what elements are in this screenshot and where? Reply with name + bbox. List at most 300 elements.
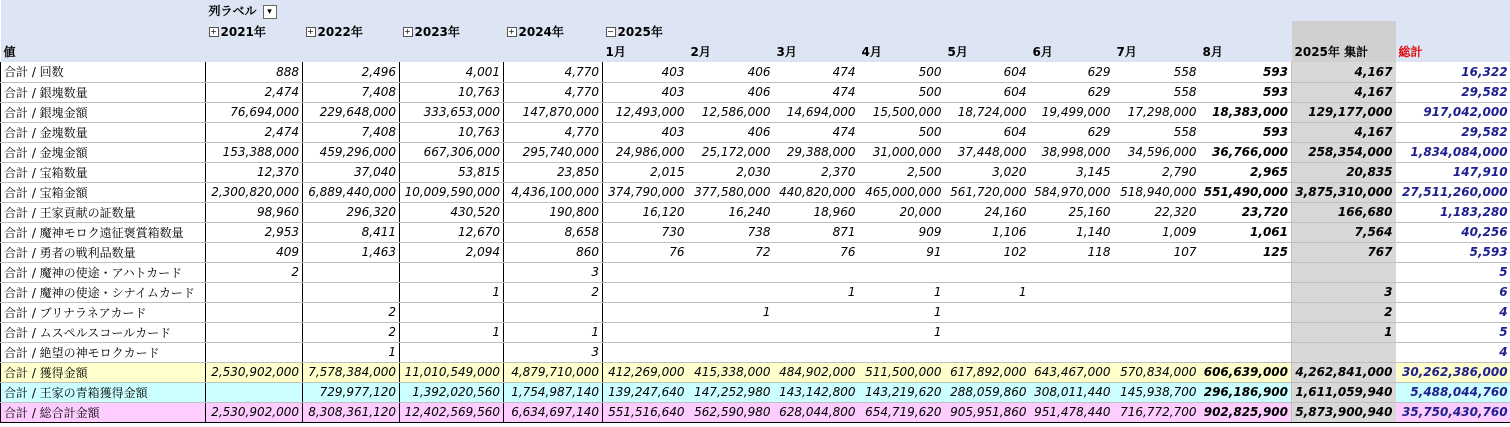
- cell-month-8[interactable]: [1200, 322, 1292, 342]
- expand-plus-icon[interactable]: +: [307, 27, 314, 36]
- table-row: [1, 362, 1510, 382]
- cell-month-5[interactable]: 37,448,000: [945, 142, 1030, 162]
- row-label[interactable]: 合計 / 銀塊数量: [1, 82, 206, 102]
- cell-month-2[interactable]: 1: [688, 302, 774, 322]
- cell-2023[interactable]: 12,402,569,560: [400, 402, 504, 422]
- cell-month-8[interactable]: 606,639,000: [1200, 362, 1292, 382]
- cell-month-3[interactable]: 474: [774, 122, 859, 142]
- cell-grand-total[interactable]: 16,322: [1396, 62, 1510, 82]
- cell-subtotal-2025[interactable]: 5,873,900,940: [1292, 402, 1396, 422]
- table-row: [1, 342, 1510, 362]
- row-label[interactable]: 合計 / 総合計金額: [1, 402, 206, 422]
- cell-2022[interactable]: 229,648,000: [303, 102, 400, 122]
- cell-month-6[interactable]: 629: [1030, 82, 1114, 102]
- cell-2021[interactable]: [206, 382, 303, 402]
- cell-month-8[interactable]: [1200, 262, 1292, 282]
- cell-month-3[interactable]: 1: [774, 282, 859, 302]
- cell-grand-total[interactable]: 30,262,386,000: [1396, 362, 1510, 382]
- cell-month-5[interactable]: 561,720,000: [945, 182, 1030, 202]
- cell-2022[interactable]: [303, 282, 400, 302]
- cell-month-1[interactable]: 403: [603, 62, 688, 82]
- cell-month-2[interactable]: 2,030: [688, 162, 774, 182]
- cell-month-2[interactable]: 738: [688, 222, 774, 242]
- cell-month-3[interactable]: [774, 262, 859, 282]
- cell-month-6[interactable]: 38,998,000: [1030, 142, 1114, 162]
- cell-month-1[interactable]: 16,120: [603, 202, 688, 222]
- cell-2022[interactable]: 7,578,384,000: [303, 362, 400, 382]
- cell-month-6[interactable]: [1030, 322, 1114, 342]
- cell-month-7[interactable]: [1114, 342, 1200, 362]
- cell-2022[interactable]: 2: [303, 302, 400, 322]
- cell-2022[interactable]: 2: [303, 322, 400, 342]
- cell-month-5[interactable]: 102: [945, 242, 1030, 262]
- cell-month-3[interactable]: 18,960: [774, 202, 859, 222]
- cell-2024[interactable]: 1: [504, 322, 603, 342]
- cell-2021[interactable]: 888: [206, 62, 303, 82]
- cell-month-3[interactable]: 628,044,800: [774, 402, 859, 422]
- cell-month-5[interactable]: 604: [945, 62, 1030, 82]
- pivot-body: [1, 62, 1510, 422]
- cell-subtotal-2025[interactable]: 4,167: [1292, 62, 1396, 82]
- cell-month-7[interactable]: 22,320: [1114, 202, 1200, 222]
- cell-month-8[interactable]: 902,825,900: [1200, 402, 1292, 422]
- cell-month-6[interactable]: [1030, 282, 1114, 302]
- cell-month-8[interactable]: 593: [1200, 82, 1292, 102]
- cell-month-2[interactable]: [688, 342, 774, 362]
- year-2022-header[interactable]: + 2022年: [303, 21, 400, 41]
- cell-month-5[interactable]: 905,951,860: [945, 402, 1030, 422]
- row-label[interactable]: 合計 / 魔神の使途・シナイムカード: [1, 282, 206, 302]
- cell-month-8[interactable]: 125: [1200, 242, 1292, 262]
- row-label[interactable]: 合計 / 宝箱数量: [1, 162, 206, 182]
- month-7-header: 7月: [1114, 41, 1200, 62]
- table-row: [1, 62, 1510, 82]
- cell-month-2[interactable]: 562,590,980: [688, 402, 774, 422]
- cell-2022[interactable]: 8,308,361,120: [303, 402, 400, 422]
- cell-month-1[interactable]: 76: [603, 242, 688, 262]
- cell-month-4[interactable]: [859, 262, 945, 282]
- row-label[interactable]: 合計 / ムスペルスコールカード: [1, 322, 206, 342]
- cell-2024[interactable]: 295,740,000: [504, 142, 603, 162]
- cell-2024[interactable]: 860: [504, 242, 603, 262]
- cell-month-8[interactable]: 296,186,900: [1200, 382, 1292, 402]
- cell-subtotal-2025[interactable]: 4,262,841,000: [1292, 362, 1396, 382]
- cell-2022[interactable]: 7,408: [303, 82, 400, 102]
- cell-month-5[interactable]: [945, 262, 1030, 282]
- cell-2023[interactable]: 53,815: [400, 162, 504, 182]
- cell-grand-total[interactable]: 4: [1396, 342, 1510, 362]
- cell-month-3[interactable]: 14,694,000: [774, 102, 859, 122]
- cell-grand-total[interactable]: 27,511,260,000: [1396, 182, 1510, 202]
- cell-month-7[interactable]: 570,834,000: [1114, 362, 1200, 382]
- cell-month-5[interactable]: 1,106: [945, 222, 1030, 242]
- table-row: [1, 202, 1510, 222]
- cell-month-5[interactable]: 288,059,860: [945, 382, 1030, 402]
- cell-month-6[interactable]: 25,160: [1030, 202, 1114, 222]
- cell-month-6[interactable]: [1030, 342, 1114, 362]
- cell-2023[interactable]: 11,010,549,000: [400, 362, 504, 382]
- cell-2022[interactable]: 8,411: [303, 222, 400, 242]
- cell-subtotal-2025[interactable]: 1: [1292, 322, 1396, 342]
- cell-2021[interactable]: [206, 282, 303, 302]
- cell-subtotal-2025[interactable]: 1,611,059,940: [1292, 382, 1396, 402]
- cell-month-4[interactable]: 2,500: [859, 162, 945, 182]
- cell-month-7[interactable]: 1,009: [1114, 222, 1200, 242]
- cell-2024[interactable]: 4,436,100,000: [504, 182, 603, 202]
- cell-2021[interactable]: 2,474: [206, 122, 303, 142]
- cell-month-5[interactable]: 604: [945, 122, 1030, 142]
- cell-month-6[interactable]: 643,467,000: [1030, 362, 1114, 382]
- cell-month-8[interactable]: 1,061: [1200, 222, 1292, 242]
- cell-2021[interactable]: 2,530,902,000: [206, 362, 303, 382]
- cell-month-4[interactable]: 143,219,620: [859, 382, 945, 402]
- year-2025-header[interactable]: − 2025年: [603, 21, 1292, 41]
- month-5-header: 5月: [945, 41, 1030, 62]
- cell-2021[interactable]: [206, 322, 303, 342]
- cell-month-1[interactable]: 24,986,000: [603, 142, 688, 162]
- cell-subtotal-2025[interactable]: 767: [1292, 242, 1396, 262]
- cell-2024[interactable]: 4,879,710,000: [504, 362, 603, 382]
- cell-grand-total[interactable]: 5,593: [1396, 242, 1510, 262]
- cell-month-4[interactable]: 20,000: [859, 202, 945, 222]
- cell-grand-total[interactable]: 29,582: [1396, 82, 1510, 102]
- cell-subtotal-2025[interactable]: 4,167: [1292, 82, 1396, 102]
- cell-subtotal-2025[interactable]: 4,167: [1292, 122, 1396, 142]
- cell-grand-total[interactable]: 147,910: [1396, 162, 1510, 182]
- cell-2021[interactable]: [206, 342, 303, 362]
- row-label[interactable]: 合計 / 魔神モロク遠征褒賞箱数量: [1, 222, 206, 242]
- cell-month-1[interactable]: [603, 282, 688, 302]
- grand-total-header: 総計: [1396, 41, 1510, 62]
- cell-month-7[interactable]: [1114, 302, 1200, 322]
- cell-2024[interactable]: [504, 302, 603, 322]
- row-label[interactable]: 合計 / 勇者の戦利品数量: [1, 242, 206, 262]
- cell-2023[interactable]: 430,520: [400, 202, 504, 222]
- cell-month-7[interactable]: 2,790: [1114, 162, 1200, 182]
- cell-subtotal-2025[interactable]: 3: [1292, 282, 1396, 302]
- cell-month-1[interactable]: 730: [603, 222, 688, 242]
- cell-2021[interactable]: 2: [206, 262, 303, 282]
- cell-2024[interactable]: 3: [504, 342, 603, 362]
- cell-month-3[interactable]: [774, 322, 859, 342]
- cell-month-4[interactable]: 500: [859, 62, 945, 82]
- cell-grand-total[interactable]: 35,750,430,760: [1396, 402, 1510, 422]
- cell-2023[interactable]: 10,009,590,000: [400, 182, 504, 202]
- cell-2024[interactable]: 23,850: [504, 162, 603, 182]
- cell-subtotal-2025[interactable]: 2: [1292, 302, 1396, 322]
- cell-subtotal-2025[interactable]: 166,680: [1292, 202, 1396, 222]
- cell-month-4[interactable]: 15,500,000: [859, 102, 945, 122]
- table-row: [1, 222, 1510, 242]
- cell-month-1[interactable]: [603, 342, 688, 362]
- cell-month-8[interactable]: [1200, 302, 1292, 322]
- cell-2022[interactable]: [303, 262, 400, 282]
- cell-month-4[interactable]: [859, 342, 945, 362]
- cell-month-4[interactable]: 1: [859, 282, 945, 302]
- cell-month-1[interactable]: 374,790,000: [603, 182, 688, 202]
- cell-month-7[interactable]: [1114, 282, 1200, 302]
- cell-month-8[interactable]: 36,766,000: [1200, 142, 1292, 162]
- cell-month-5[interactable]: [945, 322, 1030, 342]
- cell-2023[interactable]: 10,763: [400, 82, 504, 102]
- cell-2024[interactable]: 2: [504, 282, 603, 302]
- table-row: [1, 242, 1510, 262]
- cell-grand-total[interactable]: 6: [1396, 282, 1510, 302]
- cell-month-4[interactable]: 909: [859, 222, 945, 242]
- cell-grand-total[interactable]: 917,042,000: [1396, 102, 1510, 122]
- year-2023-header[interactable]: + 2023年: [400, 21, 504, 41]
- cell-month-7[interactable]: 34,596,000: [1114, 142, 1200, 162]
- cell-month-5[interactable]: 604: [945, 82, 1030, 102]
- cell-month-7[interactable]: [1114, 322, 1200, 342]
- cell-month-1[interactable]: [603, 302, 688, 322]
- cell-grand-total[interactable]: 4: [1396, 302, 1510, 322]
- cell-month-6[interactable]: [1030, 302, 1114, 322]
- cell-subtotal-2025[interactable]: [1292, 342, 1396, 362]
- cell-month-4[interactable]: 465,000,000: [859, 182, 945, 202]
- expand-plus-icon[interactable]: +: [508, 27, 515, 36]
- cell-month-3[interactable]: 76: [774, 242, 859, 262]
- cell-month-6[interactable]: 951,478,440: [1030, 402, 1114, 422]
- cell-month-4[interactable]: 31,000,000: [859, 142, 945, 162]
- cell-month-1[interactable]: [603, 262, 688, 282]
- cell-month-8[interactable]: 18,383,000: [1200, 102, 1292, 122]
- cell-month-3[interactable]: 2,370: [774, 162, 859, 182]
- cell-grand-total[interactable]: 5: [1396, 262, 1510, 282]
- cell-2022[interactable]: 6,889,440,000: [303, 182, 400, 202]
- cell-month-8[interactable]: [1200, 282, 1292, 302]
- column-labels-cell[interactable]: [206, 0, 1510, 21]
- cell-month-7[interactable]: 518,940,000: [1114, 182, 1200, 202]
- cell-month-2[interactable]: 406: [688, 62, 774, 82]
- cell-month-8[interactable]: 23,720: [1200, 202, 1292, 222]
- table-row: [1, 122, 1510, 142]
- row-label[interactable]: 合計 / 銀塊金額: [1, 102, 206, 122]
- cell-2024[interactable]: 8,658: [504, 222, 603, 242]
- cell-month-6[interactable]: 19,499,000: [1030, 102, 1114, 122]
- cell-2023[interactable]: 1: [400, 322, 504, 342]
- cell-month-8[interactable]: 593: [1200, 62, 1292, 82]
- cell-month-6[interactable]: 629: [1030, 122, 1114, 142]
- table-row: [1, 102, 1510, 122]
- expand-plus-icon[interactable]: +: [210, 27, 217, 36]
- cell-2021[interactable]: [206, 302, 303, 322]
- cell-month-2[interactable]: 25,172,000: [688, 142, 774, 162]
- cell-subtotal-2025[interactable]: 258,354,000: [1292, 142, 1396, 162]
- cell-month-3[interactable]: 29,388,000: [774, 142, 859, 162]
- cell-month-3[interactable]: 474: [774, 62, 859, 82]
- year-2024-header[interactable]: + 2024年: [504, 21, 603, 41]
- cell-2022[interactable]: 729,977,120: [303, 382, 400, 402]
- cell-2023[interactable]: [400, 302, 504, 322]
- cell-month-2[interactable]: 377,580,000: [688, 182, 774, 202]
- cell-month-7[interactable]: 145,938,700: [1114, 382, 1200, 402]
- cell-month-5[interactable]: [945, 342, 1030, 362]
- cell-month-4[interactable]: 500: [859, 122, 945, 142]
- filter-dropdown-icon[interactable]: ▾: [263, 5, 277, 19]
- header-row-3: [1, 41, 1510, 62]
- cell-grand-total[interactable]: 40,256: [1396, 222, 1510, 242]
- row-label[interactable]: 合計 / 回数: [1, 62, 206, 82]
- cell-month-5[interactable]: [945, 302, 1030, 322]
- cell-month-2[interactable]: 406: [688, 82, 774, 102]
- cell-month-6[interactable]: 1,140: [1030, 222, 1114, 242]
- row-label[interactable]: 合計 / 金塊金額: [1, 142, 206, 162]
- cell-2024[interactable]: 4,770: [504, 122, 603, 142]
- cell-2023[interactable]: 333,653,000: [400, 102, 504, 122]
- month-2-header: 2月: [688, 41, 774, 62]
- cell-2022[interactable]: 459,296,000: [303, 142, 400, 162]
- cell-2022[interactable]: 2,496: [303, 62, 400, 82]
- month-1-header: 1月: [603, 41, 688, 62]
- cell-month-6[interactable]: 629: [1030, 62, 1114, 82]
- month-4-header: 4月: [859, 41, 945, 62]
- cell-month-6[interactable]: 584,970,000: [1030, 182, 1114, 202]
- cell-month-2[interactable]: 415,338,000: [688, 362, 774, 382]
- cell-2021[interactable]: 153,388,000: [206, 142, 303, 162]
- cell-month-1[interactable]: 403: [603, 82, 688, 102]
- cell-month-3[interactable]: 143,142,800: [774, 382, 859, 402]
- collapse-minus-icon[interactable]: −: [607, 27, 614, 36]
- cell-2024[interactable]: 147,870,000: [504, 102, 603, 122]
- cell-month-1[interactable]: 412,269,000: [603, 362, 688, 382]
- cell-month-6[interactable]: 308,011,440: [1030, 382, 1114, 402]
- expand-plus-icon[interactable]: +: [404, 27, 411, 36]
- cell-2023[interactable]: 4,001: [400, 62, 504, 82]
- cell-month-7[interactable]: 716,772,700: [1114, 402, 1200, 422]
- cell-month-2[interactable]: [688, 262, 774, 282]
- cell-2022[interactable]: 37,040: [303, 162, 400, 182]
- cell-month-2[interactable]: [688, 282, 774, 302]
- cell-grand-total[interactable]: 5,488,044,760: [1396, 382, 1510, 402]
- row-label[interactable]: 合計 / 宝箱金額: [1, 182, 206, 202]
- cell-month-3[interactable]: 484,902,000: [774, 362, 859, 382]
- cell-2024[interactable]: 6,634,697,140: [504, 402, 603, 422]
- row-label[interactable]: 合計 / 獲得金額: [1, 362, 206, 382]
- cell-subtotal-2025[interactable]: 20,835: [1292, 162, 1396, 182]
- cell-2022[interactable]: 1: [303, 342, 400, 362]
- cell-month-5[interactable]: 18,724,000: [945, 102, 1030, 122]
- cell-month-7[interactable]: 558: [1114, 62, 1200, 82]
- cell-month-3[interactable]: 871: [774, 222, 859, 242]
- cell-month-1[interactable]: 403: [603, 122, 688, 142]
- row-label[interactable]: 合計 / 絶望の神モロクカード: [1, 342, 206, 362]
- cell-2022[interactable]: 296,320: [303, 202, 400, 222]
- cell-2023[interactable]: [400, 262, 504, 282]
- cell-2022[interactable]: 7,408: [303, 122, 400, 142]
- cell-2023[interactable]: 2,094: [400, 242, 504, 262]
- cell-2022[interactable]: 1,463: [303, 242, 400, 262]
- cell-2023[interactable]: 1: [400, 282, 504, 302]
- cell-month-8[interactable]: [1200, 342, 1292, 362]
- cell-month-2[interactable]: 16,240: [688, 202, 774, 222]
- cell-month-4[interactable]: 654,719,620: [859, 402, 945, 422]
- cell-month-2[interactable]: 72: [688, 242, 774, 262]
- cell-month-8[interactable]: 2,965: [1200, 162, 1292, 182]
- cell-month-1[interactable]: 12,493,000: [603, 102, 688, 122]
- cell-month-6[interactable]: [1030, 262, 1114, 282]
- cell-2024[interactable]: 3: [504, 262, 603, 282]
- cell-month-2[interactable]: 147,252,980: [688, 382, 774, 402]
- cell-subtotal-2025[interactable]: 3,875,310,000: [1292, 182, 1396, 202]
- cell-month-4[interactable]: 1: [859, 302, 945, 322]
- cell-month-1[interactable]: [603, 322, 688, 342]
- cell-month-4[interactable]: 91: [859, 242, 945, 262]
- cell-month-6[interactable]: 118: [1030, 242, 1114, 262]
- cell-month-2[interactable]: 406: [688, 122, 774, 142]
- cell-month-7[interactable]: 17,298,000: [1114, 102, 1200, 122]
- cell-month-7[interactable]: 558: [1114, 122, 1200, 142]
- row-label[interactable]: 合計 / ブリナラネアカード: [1, 302, 206, 322]
- cell-month-1[interactable]: 551,516,640: [603, 402, 688, 422]
- cell-2023[interactable]: 1,392,020,560: [400, 382, 504, 402]
- cell-month-5[interactable]: 24,160: [945, 202, 1030, 222]
- cell-month-1[interactable]: 139,247,640: [603, 382, 688, 402]
- month-6-header: 6月: [1030, 41, 1114, 62]
- cell-2023[interactable]: 10,763: [400, 122, 504, 142]
- cell-2021[interactable]: 76,694,000: [206, 102, 303, 122]
- cell-2023[interactable]: 667,306,000: [400, 142, 504, 162]
- cell-2021[interactable]: 2,530,902,000: [206, 402, 303, 422]
- cell-2024[interactable]: 190,800: [504, 202, 603, 222]
- cell-month-5[interactable]: 617,892,000: [945, 362, 1030, 382]
- cell-2021[interactable]: 2,953: [206, 222, 303, 242]
- year-2021-header[interactable]: + 2021年: [206, 21, 303, 41]
- cell-2021[interactable]: 409: [206, 242, 303, 262]
- cell-month-3[interactable]: [774, 342, 859, 362]
- row-label[interactable]: 合計 / 魔神の使途・アハトカード: [1, 262, 206, 282]
- cell-month-8[interactable]: 593: [1200, 122, 1292, 142]
- cell-month-3[interactable]: [774, 302, 859, 322]
- cell-month-4[interactable]: 1: [859, 322, 945, 342]
- cell-2023[interactable]: [400, 342, 504, 362]
- header-row-2: [1, 21, 1510, 41]
- cell-subtotal-2025[interactable]: 7,564: [1292, 222, 1396, 242]
- cell-2024[interactable]: 1,754,987,140: [504, 382, 603, 402]
- cell-subtotal-2025[interactable]: [1292, 262, 1396, 282]
- cell-month-5[interactable]: 3,020: [945, 162, 1030, 182]
- cell-month-3[interactable]: 440,820,000: [774, 182, 859, 202]
- cell-month-3[interactable]: 474: [774, 82, 859, 102]
- cell-2024[interactable]: 4,770: [504, 82, 603, 102]
- row-label[interactable]: 合計 / 王家貢献の証数量: [1, 202, 206, 222]
- row-label[interactable]: 合計 / 王家の青箱獲得金額: [1, 382, 206, 402]
- cell-2021[interactable]: 12,370: [206, 162, 303, 182]
- cell-grand-total[interactable]: 1,183,280: [1396, 202, 1510, 222]
- cell-month-4[interactable]: 500: [859, 82, 945, 102]
- cell-month-4[interactable]: 511,500,000: [859, 362, 945, 382]
- cell-month-5[interactable]: 1: [945, 282, 1030, 302]
- cell-month-7[interactable]: 107: [1114, 242, 1200, 262]
- cell-2023[interactable]: 12,670: [400, 222, 504, 242]
- cell-grand-total[interactable]: 5: [1396, 322, 1510, 342]
- cell-month-7[interactable]: 558: [1114, 82, 1200, 102]
- cell-month-8[interactable]: 551,490,000: [1200, 182, 1292, 202]
- cell-month-2[interactable]: 12,586,000: [688, 102, 774, 122]
- row-label[interactable]: 合計 / 金塊数量: [1, 122, 206, 142]
- cell-grand-total[interactable]: 1,834,084,000: [1396, 142, 1510, 162]
- cell-2021[interactable]: 2,474: [206, 82, 303, 102]
- cell-2021[interactable]: 2,300,820,000: [206, 182, 303, 202]
- cell-grand-total[interactable]: 29,582: [1396, 122, 1510, 142]
- cell-2024[interactable]: 4,770: [504, 62, 603, 82]
- cell-month-6[interactable]: 3,145: [1030, 162, 1114, 182]
- cell-month-1[interactable]: 2,015: [603, 162, 688, 182]
- cell-2021[interactable]: 98,960: [206, 202, 303, 222]
- cell-month-7[interactable]: [1114, 262, 1200, 282]
- cell-month-2[interactable]: [688, 322, 774, 342]
- cell-subtotal-2025[interactable]: 129,177,000: [1292, 102, 1396, 122]
